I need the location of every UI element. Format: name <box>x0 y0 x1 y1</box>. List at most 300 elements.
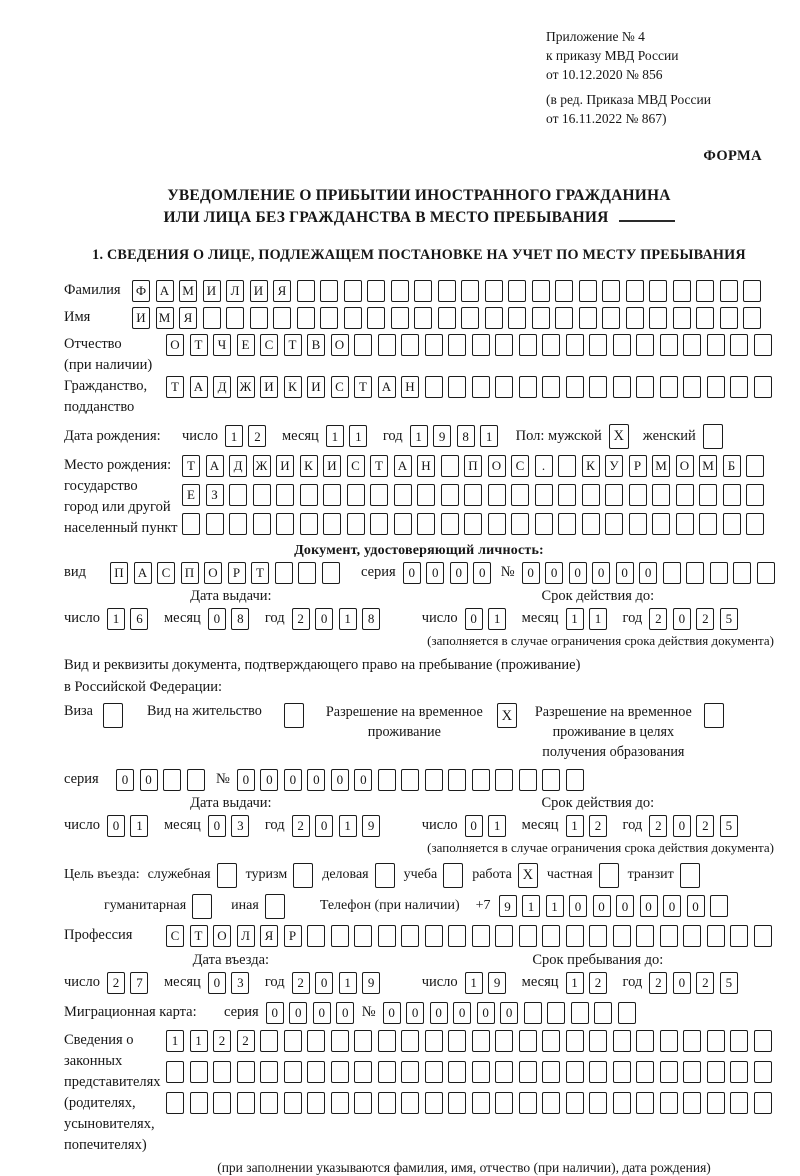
char-box[interactable]: 2 <box>292 815 310 837</box>
char-box[interactable] <box>660 334 678 356</box>
char-box[interactable]: Т <box>166 376 184 398</box>
char-box[interactable] <box>720 307 738 329</box>
char-box[interactable]: Т <box>354 376 372 398</box>
char-box[interactable]: 0 <box>307 769 325 791</box>
char-box[interactable] <box>746 484 764 506</box>
char-box[interactable]: 0 <box>107 815 125 837</box>
char-box[interactable]: 0 <box>116 769 134 791</box>
char-box[interactable] <box>414 307 432 329</box>
char-box[interactable] <box>401 1092 419 1114</box>
char-box[interactable] <box>394 513 412 535</box>
char-box[interactable] <box>354 1061 372 1083</box>
char-box[interactable]: 0 <box>315 972 333 994</box>
char-box[interactable] <box>535 513 553 535</box>
char-box[interactable]: Н <box>417 455 435 477</box>
char-box[interactable]: В <box>307 334 325 356</box>
char-box[interactable] <box>495 1061 513 1083</box>
char-box[interactable] <box>298 562 316 584</box>
char-box[interactable]: П <box>464 455 482 477</box>
char-box[interactable] <box>676 484 694 506</box>
char-box[interactable] <box>602 280 620 302</box>
char-box[interactable] <box>746 455 764 477</box>
char-box[interactable] <box>347 513 365 535</box>
char-box[interactable]: 2 <box>649 972 667 994</box>
char-box[interactable]: 2 <box>237 1030 255 1052</box>
char-box[interactable]: 1 <box>566 815 584 837</box>
purpose-delovaya-checkbox[interactable] <box>375 863 395 888</box>
char-box[interactable] <box>542 769 560 791</box>
char-box[interactable] <box>746 513 764 535</box>
char-box[interactable] <box>448 769 466 791</box>
char-box[interactable] <box>707 925 725 947</box>
char-box[interactable] <box>414 280 432 302</box>
char-box[interactable] <box>367 280 385 302</box>
char-box[interactable] <box>532 280 550 302</box>
char-box[interactable] <box>710 562 728 584</box>
char-box[interactable]: 1 <box>566 608 584 630</box>
char-box[interactable] <box>636 1092 654 1114</box>
char-box[interactable] <box>394 484 412 506</box>
char-box[interactable] <box>730 1061 748 1083</box>
char-box[interactable] <box>401 925 419 947</box>
char-box[interactable] <box>163 769 181 791</box>
char-box[interactable]: 7 <box>130 972 148 994</box>
char-box[interactable] <box>589 1061 607 1083</box>
char-box[interactable] <box>425 1092 443 1114</box>
char-box[interactable] <box>307 1092 325 1114</box>
char-box[interactable]: Я <box>179 307 197 329</box>
char-box[interactable]: Ж <box>253 455 271 477</box>
char-box[interactable]: 1 <box>488 815 506 837</box>
char-box[interactable] <box>378 1030 396 1052</box>
char-box[interactable] <box>354 334 372 356</box>
char-box[interactable]: 0 <box>453 1002 471 1024</box>
purpose-turizm-checkbox[interactable] <box>293 863 313 888</box>
char-box[interactable]: 2 <box>696 972 714 994</box>
char-box[interactable] <box>425 1030 443 1052</box>
char-box[interactable]: 8 <box>362 608 380 630</box>
char-box[interactable] <box>696 280 714 302</box>
char-box[interactable]: Л <box>226 280 244 302</box>
char-box[interactable]: Ф <box>132 280 150 302</box>
char-box[interactable]: А <box>190 376 208 398</box>
char-box[interactable] <box>441 484 459 506</box>
char-box[interactable] <box>519 334 537 356</box>
char-box[interactable] <box>260 1092 278 1114</box>
char-box[interactable]: К <box>582 455 600 477</box>
char-box[interactable]: 1 <box>107 608 125 630</box>
purpose-tranzit-checkbox[interactable] <box>680 863 700 888</box>
char-box[interactable] <box>582 484 600 506</box>
char-box[interactable]: 0 <box>640 895 658 917</box>
char-box[interactable] <box>354 925 372 947</box>
char-box[interactable] <box>613 334 631 356</box>
char-box[interactable] <box>524 1002 542 1024</box>
char-box[interactable]: Л <box>237 925 255 947</box>
char-box[interactable] <box>626 307 644 329</box>
char-box[interactable]: 0 <box>260 769 278 791</box>
char-box[interactable]: 0 <box>687 895 705 917</box>
char-box[interactable] <box>226 307 244 329</box>
char-box[interactable]: Р <box>629 455 647 477</box>
char-box[interactable] <box>733 562 751 584</box>
char-box[interactable] <box>260 1030 278 1052</box>
char-box[interactable] <box>626 280 644 302</box>
char-box[interactable] <box>495 376 513 398</box>
char-box[interactable] <box>699 513 717 535</box>
char-box[interactable]: О <box>166 334 184 356</box>
purpose-gumanitarnaya-checkbox[interactable] <box>192 894 212 919</box>
char-box[interactable] <box>663 562 681 584</box>
char-box[interactable]: Ч <box>213 334 231 356</box>
char-box[interactable] <box>347 484 365 506</box>
char-box[interactable] <box>696 307 714 329</box>
char-box[interactable] <box>707 376 725 398</box>
char-box[interactable] <box>237 1061 255 1083</box>
char-box[interactable] <box>649 280 667 302</box>
char-box[interactable] <box>229 513 247 535</box>
char-box[interactable] <box>297 307 315 329</box>
char-box[interactable]: 0 <box>616 895 634 917</box>
char-box[interactable]: Т <box>190 334 208 356</box>
char-box[interactable] <box>276 513 294 535</box>
char-box[interactable] <box>441 455 459 477</box>
char-box[interactable]: 8 <box>457 425 475 447</box>
char-box[interactable] <box>322 562 340 584</box>
char-box[interactable] <box>511 484 529 506</box>
char-box[interactable]: 1 <box>546 895 564 917</box>
char-box[interactable] <box>488 513 506 535</box>
char-box[interactable] <box>229 484 247 506</box>
char-box[interactable]: 1 <box>166 1030 184 1052</box>
char-box[interactable] <box>485 307 503 329</box>
char-box[interactable] <box>555 280 573 302</box>
char-box[interactable]: А <box>378 376 396 398</box>
char-box[interactable] <box>542 334 560 356</box>
char-box[interactable] <box>754 1092 772 1114</box>
char-box[interactable] <box>636 1061 654 1083</box>
char-box[interactable] <box>417 513 435 535</box>
char-box[interactable]: Т <box>182 455 200 477</box>
char-box[interactable]: 1 <box>349 425 367 447</box>
char-box[interactable] <box>710 895 728 917</box>
char-box[interactable] <box>378 925 396 947</box>
char-box[interactable] <box>166 1061 184 1083</box>
char-box[interactable] <box>754 334 772 356</box>
char-box[interactable]: 1 <box>480 425 498 447</box>
char-box[interactable] <box>448 925 466 947</box>
char-box[interactable]: 1 <box>130 815 148 837</box>
char-box[interactable] <box>519 1092 537 1114</box>
char-box[interactable] <box>673 307 691 329</box>
char-box[interactable] <box>284 1030 302 1052</box>
char-box[interactable] <box>558 484 576 506</box>
char-box[interactable]: 1 <box>339 815 357 837</box>
purpose-ucheba-checkbox[interactable] <box>443 863 463 888</box>
char-box[interactable]: 8 <box>231 608 249 630</box>
char-box[interactable]: 0 <box>592 562 610 584</box>
char-box[interactable]: М <box>652 455 670 477</box>
char-box[interactable] <box>683 376 701 398</box>
char-box[interactable]: 3 <box>231 815 249 837</box>
char-box[interactable]: 0 <box>336 1002 354 1024</box>
char-box[interactable]: Т <box>370 455 388 477</box>
char-box[interactable]: 1 <box>488 608 506 630</box>
char-box[interactable] <box>354 1092 372 1114</box>
char-box[interactable]: 0 <box>465 815 483 837</box>
char-box[interactable]: У <box>605 455 623 477</box>
char-box[interactable]: 0 <box>140 769 158 791</box>
char-box[interactable] <box>253 484 271 506</box>
char-box[interactable]: П <box>110 562 128 584</box>
char-box[interactable]: Т <box>284 334 302 356</box>
char-box[interactable]: Е <box>237 334 255 356</box>
char-box[interactable]: Я <box>273 280 291 302</box>
char-box[interactable] <box>495 334 513 356</box>
char-box[interactable]: И <box>323 455 341 477</box>
char-box[interactable]: О <box>331 334 349 356</box>
char-box[interactable]: 9 <box>499 895 517 917</box>
char-box[interactable] <box>495 769 513 791</box>
char-box[interactable] <box>495 1030 513 1052</box>
char-box[interactable] <box>508 307 526 329</box>
char-box[interactable]: З <box>206 484 224 506</box>
char-box[interactable] <box>683 1061 701 1083</box>
char-box[interactable]: Т <box>190 925 208 947</box>
char-box[interactable] <box>605 513 623 535</box>
char-box[interactable]: 0 <box>673 972 691 994</box>
char-box[interactable] <box>275 562 293 584</box>
char-box[interactable]: 1 <box>465 972 483 994</box>
char-box[interactable] <box>401 1061 419 1083</box>
char-box[interactable] <box>629 484 647 506</box>
char-box[interactable] <box>187 769 205 791</box>
char-box[interactable] <box>461 280 479 302</box>
char-box[interactable] <box>190 1061 208 1083</box>
char-box[interactable] <box>464 513 482 535</box>
char-box[interactable]: 3 <box>231 972 249 994</box>
char-box[interactable] <box>613 925 631 947</box>
char-box[interactable]: С <box>260 334 278 356</box>
char-box[interactable]: 1 <box>225 425 243 447</box>
char-box[interactable]: 0 <box>403 562 421 584</box>
char-box[interactable] <box>649 307 667 329</box>
char-box[interactable]: 0 <box>237 769 255 791</box>
char-box[interactable]: 1 <box>326 425 344 447</box>
char-box[interactable]: П <box>181 562 199 584</box>
char-box[interactable] <box>558 513 576 535</box>
char-box[interactable] <box>391 307 409 329</box>
char-box[interactable] <box>448 1092 466 1114</box>
char-box[interactable] <box>425 769 443 791</box>
char-box[interactable] <box>370 513 388 535</box>
char-box[interactable]: 0 <box>673 608 691 630</box>
char-box[interactable] <box>589 1092 607 1114</box>
char-box[interactable] <box>589 334 607 356</box>
char-box[interactable] <box>206 513 224 535</box>
char-box[interactable]: Д <box>213 376 231 398</box>
char-box[interactable]: М <box>699 455 717 477</box>
char-box[interactable] <box>519 376 537 398</box>
char-box[interactable] <box>566 334 584 356</box>
char-box[interactable] <box>488 484 506 506</box>
char-box[interactable] <box>519 769 537 791</box>
purpose-chastnaya-checkbox[interactable] <box>599 863 619 888</box>
char-box[interactable] <box>320 307 338 329</box>
sex-female-checkbox[interactable] <box>703 424 723 449</box>
char-box[interactable] <box>425 1061 443 1083</box>
char-box[interactable]: 9 <box>488 972 506 994</box>
char-box[interactable] <box>730 1030 748 1052</box>
char-box[interactable]: 0 <box>315 608 333 630</box>
char-box[interactable] <box>378 334 396 356</box>
char-box[interactable] <box>461 307 479 329</box>
char-box[interactable] <box>448 1030 466 1052</box>
char-box[interactable] <box>707 1061 725 1083</box>
char-box[interactable] <box>425 334 443 356</box>
char-box[interactable]: С <box>166 925 184 947</box>
char-box[interactable] <box>613 1061 631 1083</box>
char-box[interactable] <box>566 376 584 398</box>
char-box[interactable]: 0 <box>569 895 587 917</box>
char-box[interactable]: Н <box>401 376 419 398</box>
char-box[interactable] <box>566 1061 584 1083</box>
char-box[interactable] <box>213 1092 231 1114</box>
char-box[interactable]: 0 <box>383 1002 401 1024</box>
char-box[interactable] <box>323 513 341 535</box>
char-box[interactable] <box>367 307 385 329</box>
char-box[interactable]: 2 <box>213 1030 231 1052</box>
char-box[interactable] <box>472 376 490 398</box>
char-box[interactable] <box>300 484 318 506</box>
char-box[interactable] <box>594 1002 612 1024</box>
char-box[interactable] <box>743 280 761 302</box>
char-box[interactable]: 0 <box>315 815 333 837</box>
char-box[interactable]: 1 <box>566 972 584 994</box>
char-box[interactable] <box>472 769 490 791</box>
char-box[interactable] <box>331 1061 349 1083</box>
char-box[interactable] <box>253 513 271 535</box>
char-box[interactable]: Р <box>284 925 302 947</box>
char-box[interactable] <box>182 513 200 535</box>
char-box[interactable] <box>613 1092 631 1114</box>
char-box[interactable]: 2 <box>696 815 714 837</box>
char-box[interactable]: 5 <box>720 815 738 837</box>
char-box[interactable]: 2 <box>248 425 266 447</box>
char-box[interactable] <box>660 376 678 398</box>
char-box[interactable]: А <box>394 455 412 477</box>
char-box[interactable]: 0 <box>430 1002 448 1024</box>
char-box[interactable] <box>391 280 409 302</box>
char-box[interactable] <box>699 484 717 506</box>
char-box[interactable]: И <box>276 455 294 477</box>
char-box[interactable] <box>331 1030 349 1052</box>
char-box[interactable] <box>344 280 362 302</box>
char-box[interactable] <box>542 376 560 398</box>
char-box[interactable] <box>636 925 654 947</box>
char-box[interactable] <box>683 1092 701 1114</box>
char-box[interactable] <box>707 1030 725 1052</box>
char-box[interactable]: Ж <box>237 376 255 398</box>
char-box[interactable]: 2 <box>696 608 714 630</box>
char-box[interactable]: Я <box>260 925 278 947</box>
char-box[interactable] <box>613 1030 631 1052</box>
char-box[interactable] <box>636 334 654 356</box>
char-box[interactable] <box>720 280 738 302</box>
char-box[interactable] <box>344 307 362 329</box>
char-box[interactable] <box>472 1061 490 1083</box>
char-box[interactable] <box>730 334 748 356</box>
char-box[interactable]: О <box>213 925 231 947</box>
char-box[interactable] <box>589 1030 607 1052</box>
char-box[interactable] <box>260 1061 278 1083</box>
char-box[interactable]: 2 <box>292 972 310 994</box>
char-box[interactable]: 0 <box>522 562 540 584</box>
char-box[interactable] <box>730 925 748 947</box>
char-box[interactable] <box>730 376 748 398</box>
char-box[interactable] <box>652 484 670 506</box>
char-box[interactable] <box>464 484 482 506</box>
char-box[interactable]: 2 <box>107 972 125 994</box>
char-box[interactable]: 0 <box>477 1002 495 1024</box>
char-box[interactable] <box>401 334 419 356</box>
char-box[interactable]: С <box>511 455 529 477</box>
char-box[interactable] <box>448 334 466 356</box>
char-box[interactable]: К <box>300 455 318 477</box>
char-box[interactable] <box>472 334 490 356</box>
char-box[interactable] <box>754 376 772 398</box>
char-box[interactable] <box>331 925 349 947</box>
visa-checkbox[interactable] <box>103 703 123 728</box>
char-box[interactable] <box>660 925 678 947</box>
char-box[interactable] <box>754 1030 772 1052</box>
char-box[interactable] <box>472 1030 490 1052</box>
char-box[interactable] <box>300 513 318 535</box>
char-box[interactable] <box>542 1030 560 1052</box>
char-box[interactable] <box>307 925 325 947</box>
char-box[interactable] <box>307 1061 325 1083</box>
char-box[interactable] <box>618 1002 636 1024</box>
char-box[interactable]: 9 <box>362 815 380 837</box>
char-box[interactable]: С <box>331 376 349 398</box>
char-box[interactable] <box>448 376 466 398</box>
char-box[interactable] <box>660 1061 678 1083</box>
char-box[interactable] <box>754 1061 772 1083</box>
char-box[interactable]: О <box>676 455 694 477</box>
char-box[interactable]: . <box>535 455 553 477</box>
char-box[interactable] <box>535 484 553 506</box>
char-box[interactable] <box>441 513 459 535</box>
char-box[interactable] <box>438 307 456 329</box>
char-box[interactable]: М <box>179 280 197 302</box>
char-box[interactable]: 0 <box>406 1002 424 1024</box>
char-box[interactable]: 0 <box>266 1002 284 1024</box>
char-box[interactable]: 2 <box>649 815 667 837</box>
char-box[interactable]: 0 <box>208 815 226 837</box>
char-box[interactable] <box>555 307 573 329</box>
char-box[interactable] <box>589 376 607 398</box>
char-box[interactable] <box>203 307 221 329</box>
char-box[interactable] <box>723 484 741 506</box>
char-box[interactable] <box>297 280 315 302</box>
char-box[interactable] <box>686 562 704 584</box>
temp-residence-education-checkbox[interactable] <box>704 703 724 728</box>
char-box[interactable] <box>438 280 456 302</box>
char-box[interactable]: Т <box>251 562 269 584</box>
char-box[interactable] <box>707 1092 725 1114</box>
char-box[interactable] <box>613 376 631 398</box>
char-box[interactable] <box>485 280 503 302</box>
